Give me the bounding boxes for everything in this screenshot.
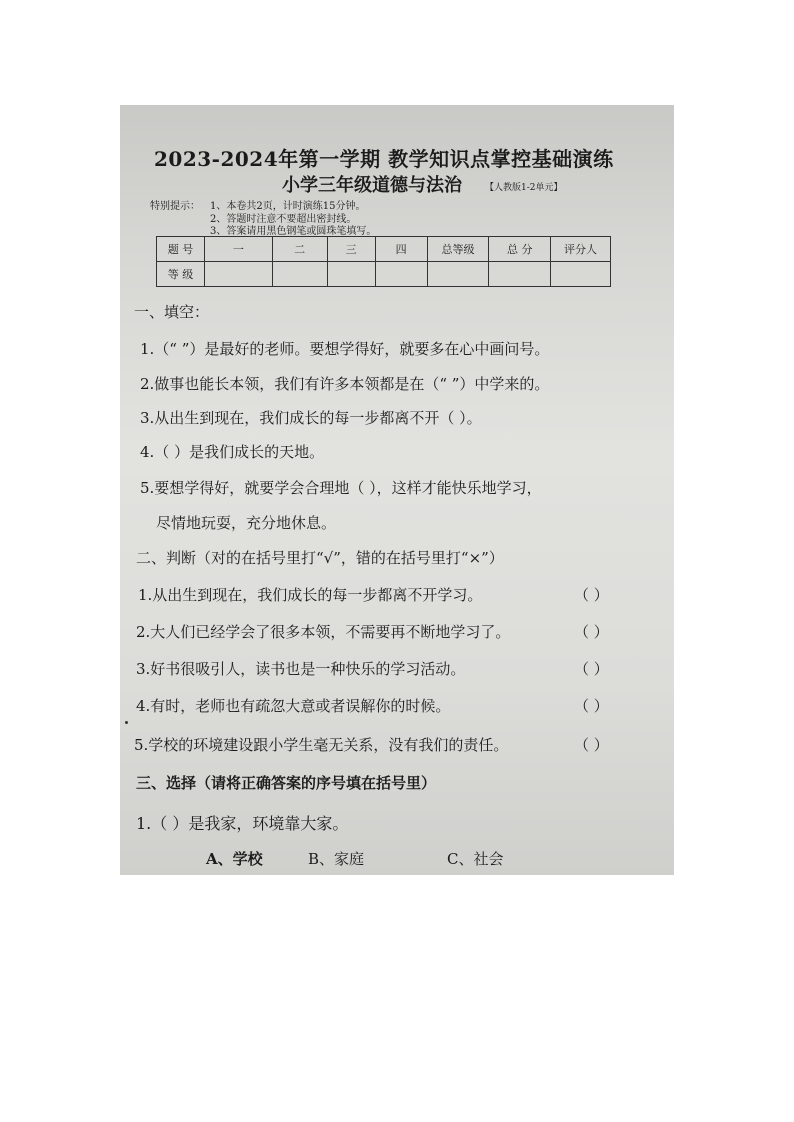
section-1-heading: 一、填空： bbox=[134, 303, 210, 321]
score-cell[interactable] bbox=[272, 262, 327, 287]
section-3-heading: 三、选择（请将正确答案的序号填在括号里） bbox=[136, 774, 437, 792]
score-cell: 评分人 bbox=[551, 237, 611, 262]
answer-bracket[interactable]: （ ） bbox=[574, 736, 609, 754]
score-cell: 三 bbox=[327, 237, 375, 262]
answer-bracket[interactable]: （ ） bbox=[574, 586, 609, 604]
score-cell: 等 级 bbox=[157, 262, 205, 287]
answer-bracket[interactable]: （ ） bbox=[574, 623, 609, 641]
score-cell: 一 bbox=[205, 237, 273, 262]
fill-question-4: 4.（ ）是我们成长的天地。 bbox=[140, 443, 325, 461]
fill-question-5: 5.要想学得好，就要学会合理地（ ），这样才能快乐地学习， bbox=[140, 479, 542, 497]
score-cell[interactable] bbox=[375, 262, 427, 287]
exam-subtitle: 小学三年级道德与法治 bbox=[282, 175, 462, 196]
score-cell[interactable] bbox=[205, 262, 273, 287]
score-cell[interactable] bbox=[327, 262, 375, 287]
section-2-heading: 二、判断（对的在括号里打“√”，错的在括号里打“×”） bbox=[136, 549, 504, 567]
edition-label: 【人教版1-2单元】 bbox=[485, 183, 563, 193]
score-table-header-row bbox=[157, 237, 611, 262]
exam-paper bbox=[120, 105, 674, 875]
fill-question-1: 1.（“ ”）是最好的老师。要想学得好，就要多在心中画问号。 bbox=[140, 340, 550, 358]
tip-2: 2、答题时注意不要超出密封线。 bbox=[210, 214, 357, 225]
judge-question-1: 1.从出生到现在，我们成长的每一步都离不开学习。 bbox=[138, 586, 483, 604]
fill-question-2: 2.做事也能长本领，我们有许多本领都是在（“ ”）中学来的。 bbox=[140, 375, 550, 393]
answer-bracket[interactable]: （ ） bbox=[574, 660, 609, 678]
score-cell[interactable] bbox=[427, 262, 489, 287]
tip-3: 3、答案请用黑色钢笔或圆珠笔填写。 bbox=[210, 226, 377, 237]
fill-question-5-cont: 尽情地玩耍，充分地休息。 bbox=[156, 514, 337, 532]
fill-question-3: 3.从出生到现在，我们成长的每一步都离不开（ ）。 bbox=[140, 409, 482, 427]
score-cell[interactable] bbox=[551, 262, 611, 287]
tip-1: 1、本卷共2页，计时演练15分钟。 bbox=[210, 201, 366, 212]
score-table-grade-row bbox=[157, 262, 611, 287]
score-cell: 题 号 bbox=[157, 237, 205, 262]
choice-option-b[interactable]: B、家庭 bbox=[308, 850, 365, 868]
exam-title: 2023-2024年第一学期 教学知识点掌控基础演练 bbox=[154, 147, 614, 171]
score-cell: 总等级 bbox=[427, 237, 489, 262]
score-cell[interactable] bbox=[489, 262, 551, 287]
choice-question-1: 1.（ ）是我家，环境靠大家。 bbox=[136, 814, 349, 833]
judge-question-3: 3.好书很吸引人，读书也是一种快乐的学习活动。 bbox=[136, 660, 466, 678]
answer-bracket[interactable]: （ ） bbox=[574, 697, 609, 715]
margin-dot bbox=[125, 721, 128, 724]
score-cell: 四 bbox=[375, 237, 427, 262]
judge-question-4: 4.有时，老师也有疏忽大意或者误解你的时候。 bbox=[136, 697, 451, 715]
judge-question-2: 2.大人们已经学会了很多本领，不需要再不断地学习了。 bbox=[136, 623, 511, 641]
choice-option-a[interactable]: A、学校 bbox=[206, 850, 263, 868]
choice-option-c[interactable]: C、社会 bbox=[447, 850, 504, 868]
score-table bbox=[156, 236, 611, 287]
tips-label: 特别提示： bbox=[150, 201, 200, 212]
judge-question-5: 5.学校的环境建设跟小学生毫无关系，没有我们的责任。 bbox=[134, 736, 509, 754]
score-cell: 总 分 bbox=[489, 237, 551, 262]
score-cell: 二 bbox=[272, 237, 327, 262]
